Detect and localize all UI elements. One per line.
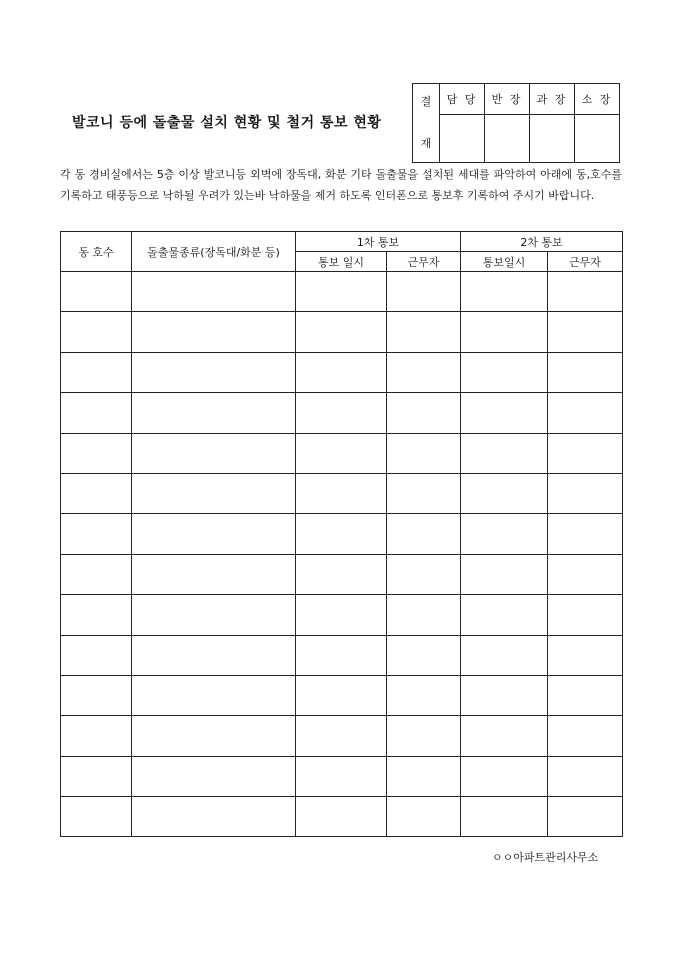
table-row	[61, 272, 623, 312]
cell-object-type[interactable]	[132, 352, 296, 392]
cell-second-notice-staff[interactable]	[548, 514, 623, 554]
cell-first-notice-staff[interactable]	[387, 756, 461, 796]
cell-second-notice-date[interactable]	[461, 514, 548, 554]
table-row	[61, 473, 623, 513]
cell-second-notice-date[interactable]	[461, 716, 548, 756]
cell-first-notice-date[interactable]	[296, 554, 387, 594]
cell-first-notice-date[interactable]	[296, 635, 387, 675]
cell-unit[interactable]	[61, 393, 132, 433]
office-signature: ㅇㅇ아파트관리사무소	[492, 851, 599, 864]
col-header-first-notice: 1차 통보	[296, 232, 461, 252]
table-row	[61, 393, 623, 433]
col-header-second-notice-staff: 근무자	[548, 252, 623, 272]
cell-first-notice-staff[interactable]	[387, 393, 461, 433]
cell-first-notice-date[interactable]	[296, 433, 387, 473]
cell-second-notice-staff[interactable]	[548, 595, 623, 635]
cell-unit[interactable]	[61, 635, 132, 675]
col-header-first-notice-date: 통보 일시	[296, 252, 387, 272]
cell-second-notice-date[interactable]	[461, 433, 548, 473]
approval-header-director: 소 장	[575, 84, 620, 115]
cell-second-notice-date[interactable]	[461, 272, 548, 312]
col-header-second-notice: 2차 통보	[461, 232, 623, 252]
cell-first-notice-staff[interactable]	[387, 312, 461, 352]
approval-header-manager: 담 당	[440, 84, 485, 115]
table-row	[61, 756, 623, 796]
cell-second-notice-staff[interactable]	[548, 393, 623, 433]
table-row	[61, 433, 623, 473]
cell-unit[interactable]	[61, 756, 132, 796]
col-header-second-notice-date: 통보일시	[461, 252, 548, 272]
cell-second-notice-date[interactable]	[461, 312, 548, 352]
approval-sign-director[interactable]	[575, 115, 620, 163]
cell-first-notice-date[interactable]	[296, 272, 387, 312]
cell-object-type[interactable]	[132, 595, 296, 635]
cell-first-notice-staff[interactable]	[387, 473, 461, 513]
approval-sign-section-chief[interactable]	[530, 115, 575, 163]
cell-first-notice-date[interactable]	[296, 514, 387, 554]
cell-object-type[interactable]	[132, 514, 296, 554]
cell-second-notice-date[interactable]	[461, 554, 548, 594]
cell-first-notice-date[interactable]	[296, 675, 387, 715]
cell-first-notice-staff[interactable]	[387, 595, 461, 635]
cell-first-notice-staff[interactable]	[387, 352, 461, 392]
cell-second-notice-staff[interactable]	[548, 756, 623, 796]
approval-header-section-chief: 과 장	[530, 84, 575, 115]
table-row	[61, 554, 623, 594]
cell-unit[interactable]	[61, 473, 132, 513]
cell-first-notice-date[interactable]	[296, 393, 387, 433]
cell-object-type[interactable]	[132, 635, 296, 675]
cell-first-notice-staff[interactable]	[387, 554, 461, 594]
cell-second-notice-date[interactable]	[461, 797, 548, 837]
cell-object-type[interactable]	[132, 797, 296, 837]
approval-side-bottom: 재	[420, 137, 432, 150]
cell-first-notice-staff[interactable]	[387, 797, 461, 837]
cell-unit[interactable]	[61, 272, 132, 312]
cell-object-type[interactable]	[132, 393, 296, 433]
approval-sign-manager[interactable]	[440, 115, 485, 163]
col-header-first-notice-staff: 근무자	[387, 252, 461, 272]
cell-object-type[interactable]	[132, 312, 296, 352]
cell-second-notice-staff[interactable]	[548, 716, 623, 756]
cell-object-type[interactable]	[132, 716, 296, 756]
table-row	[61, 797, 623, 837]
cell-second-notice-date[interactable]	[461, 635, 548, 675]
cell-second-notice-date[interactable]	[461, 352, 548, 392]
cell-unit[interactable]	[61, 797, 132, 837]
table-row	[61, 595, 623, 635]
table-row	[61, 675, 623, 715]
col-header-unit: 동 호수	[61, 232, 132, 272]
cell-second-notice-staff[interactable]	[548, 554, 623, 594]
cell-object-type[interactable]	[132, 756, 296, 796]
cell-unit[interactable]	[61, 312, 132, 352]
cell-second-notice-staff[interactable]	[548, 433, 623, 473]
approval-sign-foreman[interactable]	[485, 115, 530, 163]
table-row	[61, 635, 623, 675]
cell-first-notice-date[interactable]	[296, 756, 387, 796]
cell-unit[interactable]	[61, 716, 132, 756]
cell-unit[interactable]	[61, 595, 132, 635]
cell-first-notice-staff[interactable]	[387, 272, 461, 312]
cell-unit[interactable]	[61, 433, 132, 473]
cell-object-type[interactable]	[132, 473, 296, 513]
cell-first-notice-staff[interactable]	[387, 514, 461, 554]
table-row	[61, 716, 623, 756]
cell-object-type[interactable]	[132, 675, 296, 715]
intro-paragraph: 각 동 경비실에서는 5층 이상 발코니등 외벽에 장독대, 화분 기타 돌출물을 설치된 세대를 파악하여 아래에 동,호수를 기록하고 태풍등으로 낙하될 우려가 있는바 낙하물을 제거 하도록 인터폰으로 통보후 기록하여 주시기 바랍니다.	[60, 168, 622, 202]
cell-second-notice-date[interactable]	[461, 473, 548, 513]
cell-first-notice-date[interactable]	[296, 312, 387, 352]
cell-unit[interactable]	[61, 514, 132, 554]
cell-unit[interactable]	[61, 352, 132, 392]
cell-first-notice-date[interactable]	[296, 473, 387, 513]
intro-text-block	[60, 164, 622, 206]
cell-first-notice-staff[interactable]	[387, 635, 461, 675]
cell-unit[interactable]	[61, 675, 132, 715]
cell-first-notice-date[interactable]	[296, 716, 387, 756]
col-header-object-type: 돌출물종류(장독대/화분 등)	[132, 232, 296, 272]
cell-second-notice-staff[interactable]	[548, 272, 623, 312]
approval-side-label	[413, 84, 440, 163]
approval-header-foreman: 반 장	[485, 84, 530, 115]
cell-second-notice-date[interactable]	[461, 756, 548, 796]
cell-second-notice-staff[interactable]	[548, 352, 623, 392]
cell-second-notice-staff[interactable]	[548, 312, 623, 352]
table-row	[61, 312, 623, 352]
cell-first-notice-date[interactable]	[296, 352, 387, 392]
document-title: 발코니 등에 돌출물 설치 현황 및 철거 통보 현황	[72, 115, 382, 131]
cell-second-notice-date[interactable]	[461, 675, 548, 715]
notice-table	[60, 231, 623, 837]
cell-unit[interactable]	[61, 554, 132, 594]
cell-second-notice-date[interactable]	[461, 595, 548, 635]
cell-second-notice-staff[interactable]	[548, 635, 623, 675]
cell-second-notice-staff[interactable]	[548, 675, 623, 715]
cell-first-notice-date[interactable]	[296, 797, 387, 837]
cell-object-type[interactable]	[132, 554, 296, 594]
table-row	[61, 514, 623, 554]
cell-first-notice-staff[interactable]	[387, 675, 461, 715]
cell-second-notice-date[interactable]	[461, 393, 548, 433]
cell-second-notice-staff[interactable]	[548, 797, 623, 837]
cell-first-notice-staff[interactable]	[387, 716, 461, 756]
cell-first-notice-date[interactable]	[296, 595, 387, 635]
cell-object-type[interactable]	[132, 433, 296, 473]
cell-first-notice-staff[interactable]	[387, 433, 461, 473]
approval-side-top: 결	[420, 95, 432, 108]
cell-object-type[interactable]	[132, 272, 296, 312]
table-row	[61, 352, 623, 392]
approval-box	[412, 83, 620, 163]
cell-second-notice-staff[interactable]	[548, 473, 623, 513]
